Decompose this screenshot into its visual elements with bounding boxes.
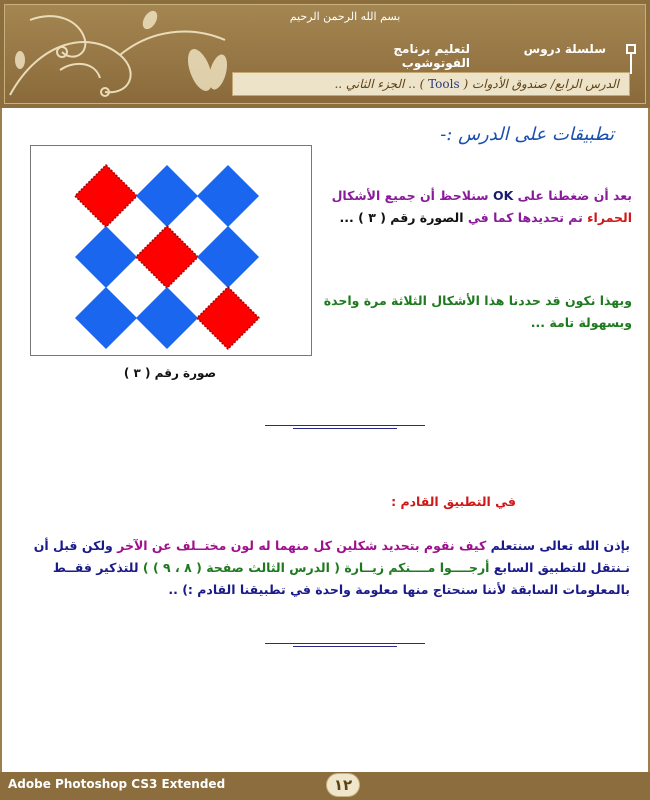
divider [265,425,425,431]
p1-part2: سنلاحظ أن جميع الأشكال [331,188,493,203]
red-diamond-2-2 [197,287,259,349]
series-subject: لتعليم برنامج الفوتوشوب [393,42,470,70]
next-part3: ولكن قبل أن نـنتقل للتطبيق السابع [33,538,630,575]
p1-ok: OK [492,188,514,203]
blue-diamond-0-1 [136,165,198,227]
basmala-text: بسم الله الرحمن الرحيم [289,10,401,23]
lesson-suffix: ) .. الجزء الثاني .. [334,77,429,91]
page-footer [0,772,650,800]
next-part1: بإذن الله تعالى سنتعلم [486,538,630,553]
bullet-square-icon [626,44,636,54]
bullet-connector [630,54,632,74]
floral-ornament-icon [0,0,250,108]
p1-part3: تم تحديدها كما في [463,210,588,225]
next-application-title: في التطبيق القادم : [391,494,516,509]
red-diamond-1-1 [136,226,198,288]
series-title [330,42,640,70]
blue-diamond-1-2 [197,226,259,288]
blue-diamond-2-0 [75,287,137,349]
next-part4: أرجــــوا مــــنكم زيــارة ( الدرس الثالث صفحة ( ٨ ، ٩ ) ) [142,560,490,575]
paragraph-next-application [18,535,630,601]
blue-diamond-0-2 [197,165,259,227]
blue-diamond-1-0 [75,226,137,288]
lesson-tools: Tools [428,77,460,91]
p1-red-word: الحمراء [587,210,632,225]
footer-app-name: Adobe Photoshop CS3 Extended [8,777,226,791]
red-diamond-0-0 [75,165,137,227]
figure-caption: صورة رقم ( ٣ ) [123,366,217,380]
p1-part4: الصورة رقم ( ٣ ) ... [339,210,464,225]
lesson-title-box [232,72,630,96]
series-label: سلسلة دروس [523,42,606,56]
blue-diamond-2-1 [136,287,198,349]
section-title: تطبيقات على الدرس :- [440,124,614,145]
next-part5: للتذكير فقــط بالمعلومات السابقة لأننا سنحتاج منها معلومة واحدة في تطبيقنا القادم :) .. [52,560,630,597]
diamond-grid [31,146,311,355]
paragraph-conclusion: وبهذا نكون قد حددنا هذا الأشكال الثلاثة مرة واحدة وبسهولة تامة ... [323,293,632,330]
page-header [0,0,650,108]
lesson-prefix: الدرس الرابع/ صندوق الأدوات ( [459,77,619,91]
figure-image [30,145,312,356]
paragraph-selection-result [322,185,632,229]
divider [265,643,425,649]
page-number: ١٢ [326,773,360,797]
p1-part1: بعد أن ضغطنا على [513,188,632,203]
next-part2: كيف نقوم بتحديد شكلين كل منهما له لون مختــلف عن الآخر [117,538,487,553]
